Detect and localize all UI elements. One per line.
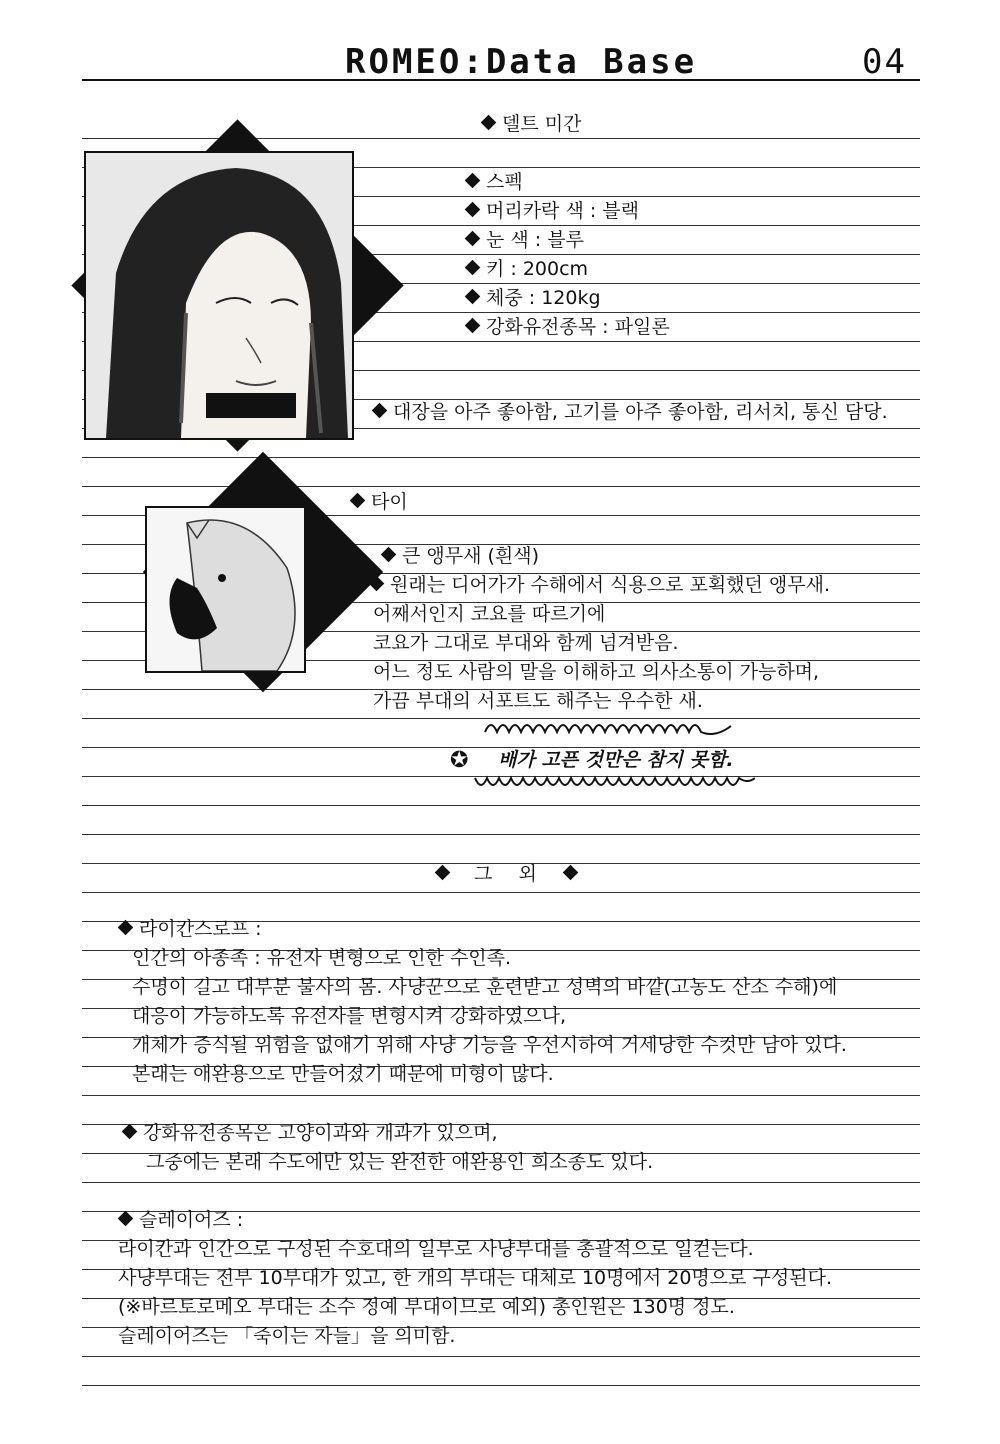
- lycan-line: 수명이 길고 대부분 불사의 몸. 사냥꾼으로 훈련받고 성벽의 바깥(고농도 산소 수해)에: [132, 976, 838, 998]
- diamond-bullet-icon: [465, 173, 481, 189]
- lycan-line: 대응이 가능하도록 유전자를 변형시켜 강화하였으나,: [132, 1005, 566, 1027]
- slayers-line: 사냥부대는 전부 10부대가 있고, 한 개의 부대는 대체로 10명에서 20명으로 구성된다.: [118, 1267, 832, 1289]
- ruled-line: [82, 1095, 920, 1096]
- spec-item: 강화유전종목 : 파일론: [467, 315, 670, 339]
- spec-item: 머리카락 색 : 블랙: [467, 199, 639, 223]
- ruled-line: [82, 138, 920, 139]
- tai-description-line: 어느 정도 사람의 말을 이해하고 의사소통이 가능하며,: [373, 661, 820, 683]
- lycan-title: 라이칸스로프 :: [120, 917, 262, 941]
- spec-item: 체중 : 120kg: [467, 286, 601, 310]
- ruled-line: [82, 805, 920, 806]
- character-name-deltu: 델트 미간: [483, 112, 581, 136]
- diamond-bullet-icon: [122, 1124, 138, 1140]
- character-note-deltu: 대장을 아주 좋아함, 고기를 아주 좋아함, 리서치, 통신 담당.: [374, 400, 888, 424]
- ruled-line: [82, 892, 920, 893]
- tai-description-line: 어째서인지 코요를 따르기에: [373, 603, 606, 625]
- page-title: ROMEO:Data Base: [345, 42, 698, 82]
- diamond-bullet-icon: [372, 403, 388, 419]
- diamond-bullet-icon: [563, 865, 579, 881]
- diamond-bullet-icon: [465, 318, 481, 334]
- hooded-figure-illustration: [86, 153, 352, 438]
- tai-description-line: 원래는 디어가가 수해에서 식용으로 포획했던 앵무새.: [371, 573, 830, 597]
- gene-line: 강화유전종목은 고양이과와 개과가 있으며,: [124, 1121, 498, 1145]
- gene-line: 그중에는 본래 수도에만 있는 완전한 애완용인 희소종도 있다.: [146, 1151, 654, 1173]
- diamond-bullet-icon: [435, 865, 451, 881]
- ruled-line: [82, 457, 920, 458]
- diamond-bullet-icon: [118, 1211, 134, 1227]
- diamond-bullet-icon: [369, 576, 385, 592]
- diamond-bullet-icon: [481, 115, 497, 131]
- lycan-line: 인간의 아종족 : 유전자 변형으로 인한 수인족.: [132, 947, 512, 969]
- character-species-tai: 큰 앵무새 (흰색): [383, 544, 539, 568]
- character-name-tai: 타이: [352, 490, 408, 514]
- page-number: 04: [862, 42, 907, 82]
- slayers-title: 슬레이어즈 :: [120, 1208, 243, 1232]
- ruled-line: [82, 1182, 920, 1183]
- diamond-bullet-icon: [465, 289, 481, 305]
- tai-description-line: 가끔 부대의 서포트도 해주는 우수한 새.: [373, 690, 703, 712]
- portrait-tai: [145, 506, 306, 673]
- diamond-bullet-icon: [350, 493, 366, 509]
- ruled-line: [82, 1356, 920, 1357]
- tai-special-note: 배가 고픈 것만은 참지 못함.: [498, 749, 734, 771]
- slayers-line: 슬레이어즈는 「죽이는 자들」을 의미함.: [118, 1325, 456, 1347]
- slayers-line: 라이칸과 인간으로 구성된 수호대의 일부로 사냥부대를 총괄적으로 일컫는다.: [118, 1238, 754, 1260]
- section-heading-others: 그 외: [437, 862, 584, 886]
- ruled-line: [82, 834, 920, 835]
- slayers-line: (※바르토로메오 부대는 소수 정예 부대이므로 예외) 총인원은 130명 정도.: [118, 1296, 735, 1318]
- portrait-deltu: [84, 151, 354, 440]
- header-rule: [82, 79, 920, 81]
- diamond-bullet-icon: [465, 260, 481, 276]
- parrot-illustration: [147, 508, 304, 671]
- spec-item: 키 : 200cm: [467, 257, 588, 281]
- diamond-bullet-icon: [465, 202, 481, 218]
- squiggle-decoration-top: [480, 712, 750, 742]
- tai-description-line: 코요가 그대로 부대와 함께 넘겨받음.: [373, 632, 679, 654]
- lycan-line: 본래는 애완용으로 만들어졌기 때문에 미형이 많다.: [132, 1063, 554, 1085]
- star-bullet-icon: ✪: [450, 748, 469, 773]
- diamond-bullet-icon: [465, 231, 481, 247]
- diamond-bullet-icon: [118, 920, 134, 936]
- diamond-bullet-icon: [381, 547, 397, 563]
- squiggle-decoration-bottom: [470, 770, 755, 794]
- lycan-line: 개체가 증식될 위험을 없애기 위해 사냥 기능을 우선시하여 거세당한 수컷만 남아 있다.: [132, 1034, 847, 1056]
- spec-item: 스펙: [467, 170, 523, 194]
- ruled-line: [82, 486, 920, 487]
- spec-item: 눈 색 : 블루: [467, 228, 584, 252]
- ruled-line: [82, 1385, 920, 1386]
